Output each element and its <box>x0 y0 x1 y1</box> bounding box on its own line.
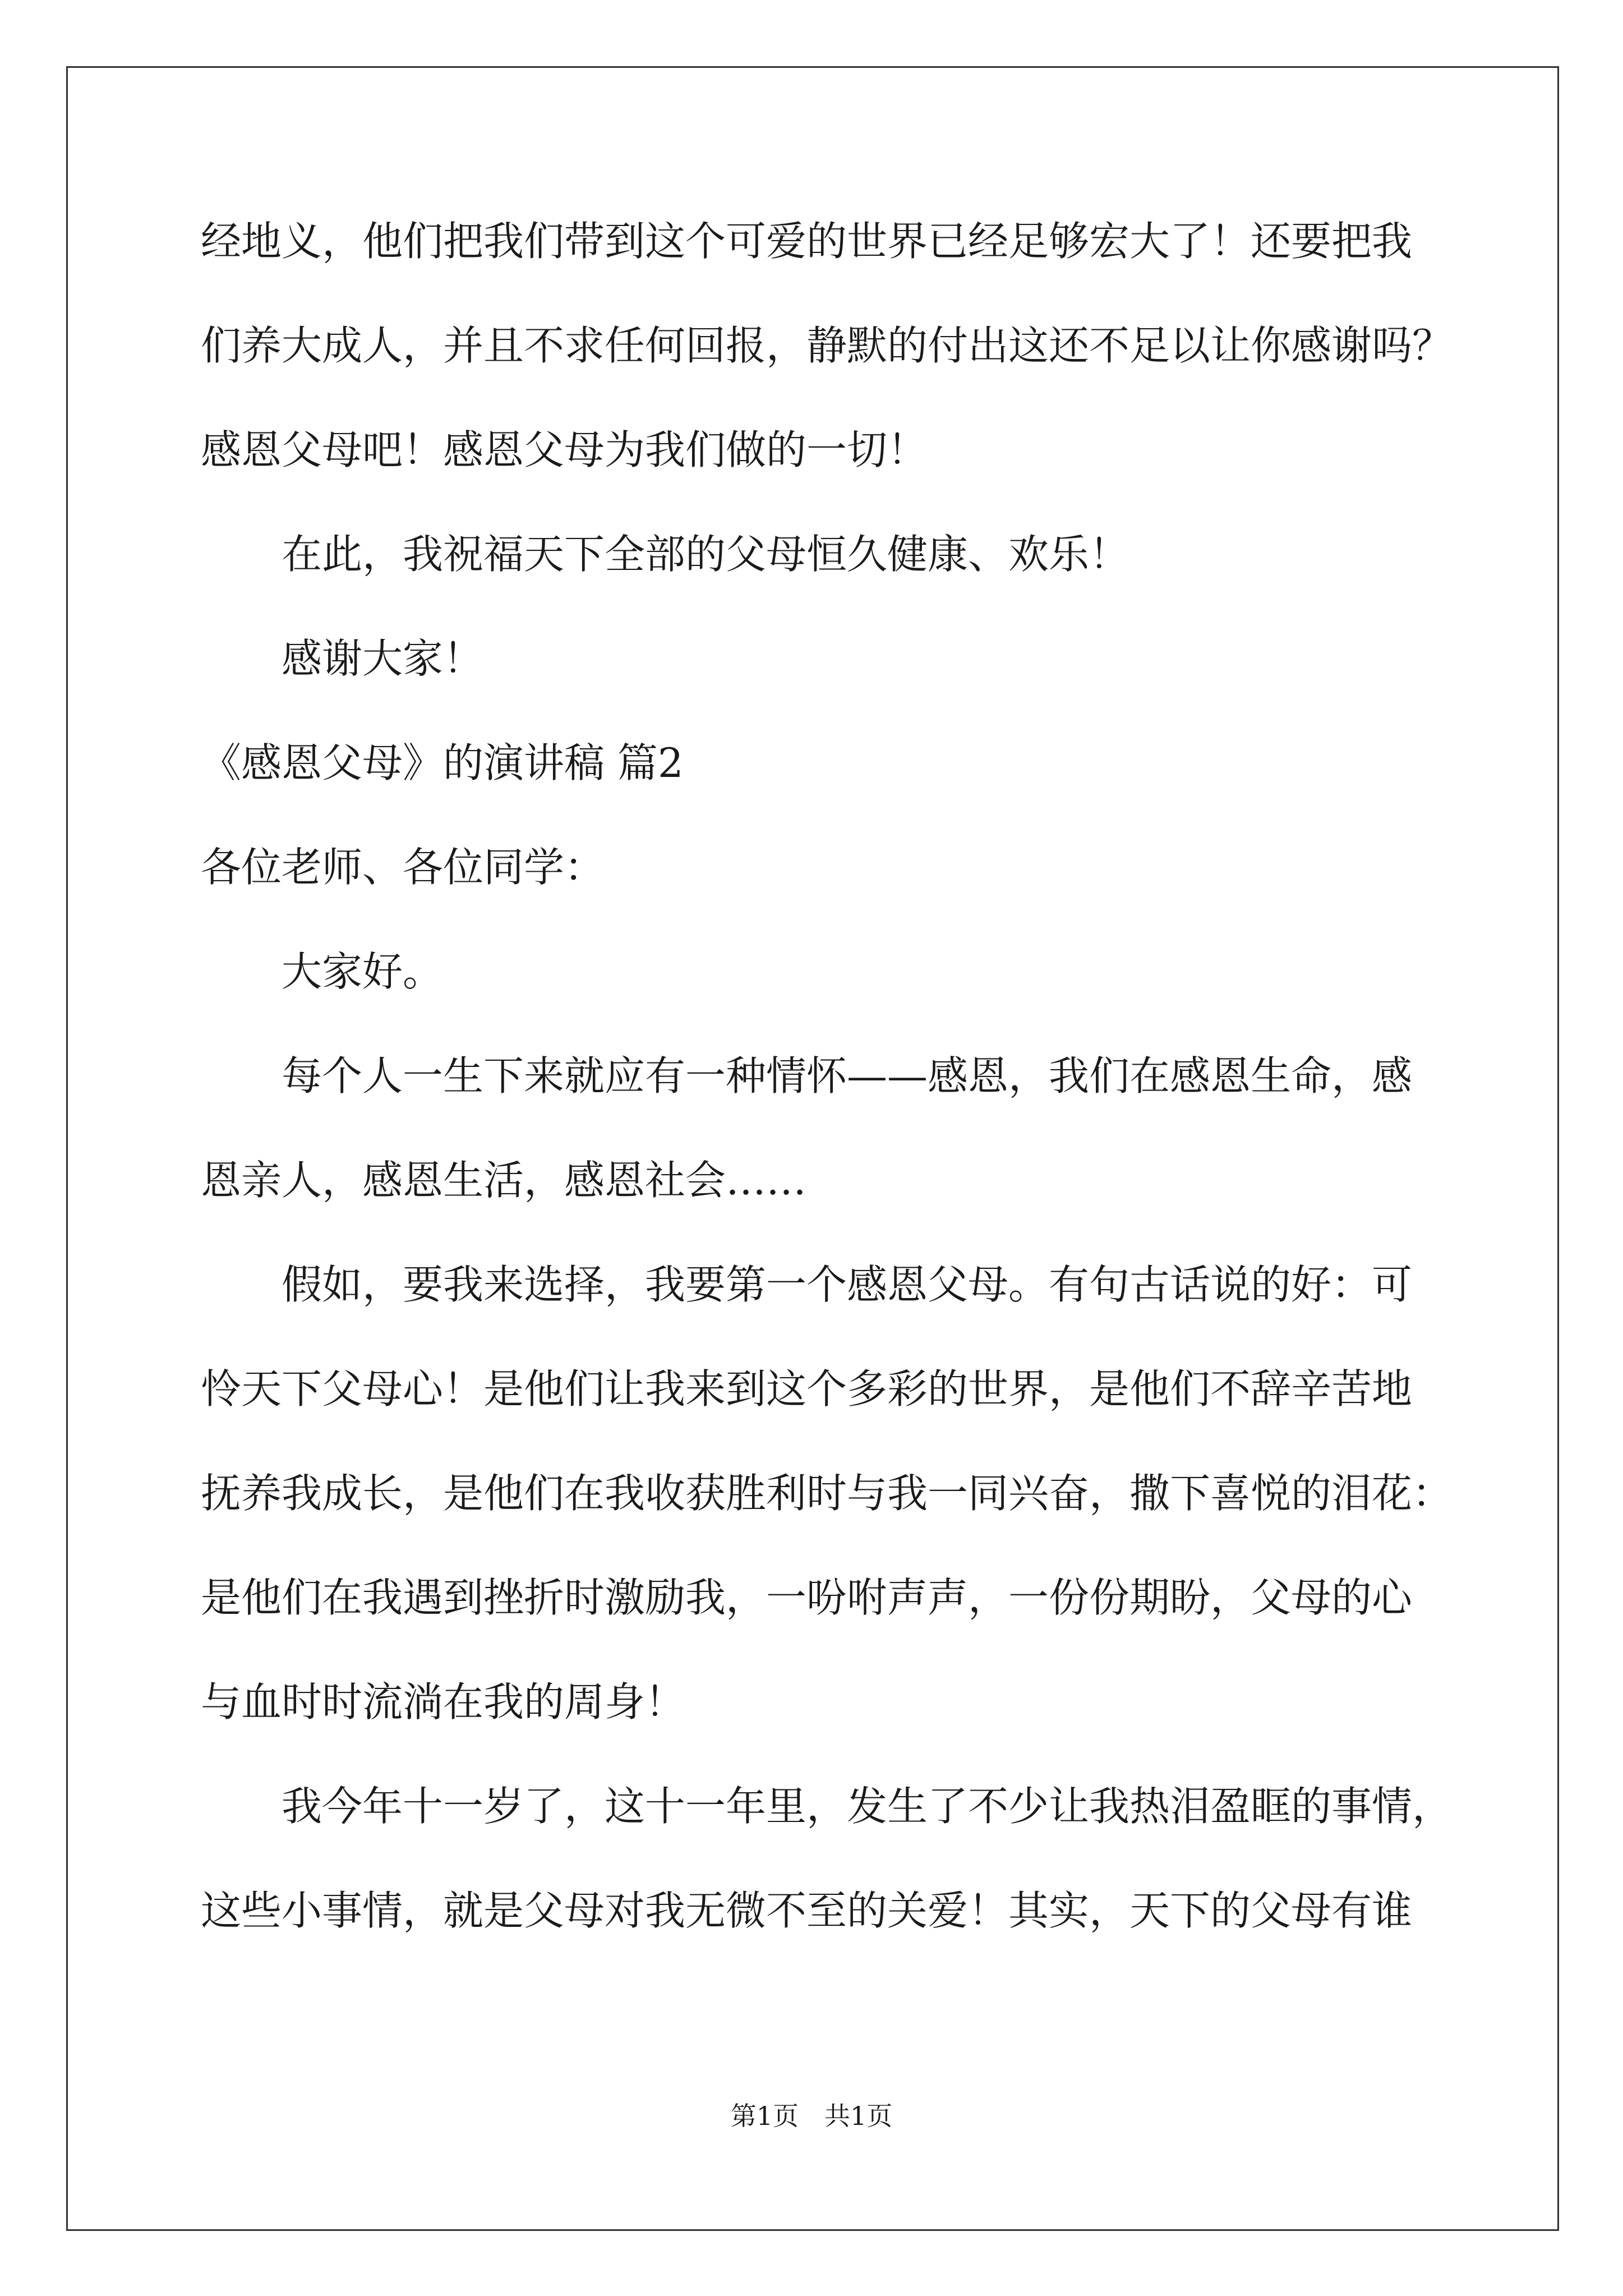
text-line: 我今年十一岁了，这十一年里，发生了不少让我热泪盈眶的事情， <box>282 1783 1453 1830</box>
text-line: 与血时时流淌在我的周身！ <box>201 1678 686 1726</box>
page-number-footer: 第1页 共1页 <box>730 2101 893 2131</box>
text-line: 感谢大家！ <box>282 635 484 682</box>
text-line: 怜天下父母心！是他们让我来到这个多彩的世界，是他们不辞辛苦地 <box>201 1365 1413 1412</box>
text-line: 这些小事情，就是父母对我无微不至的关爱！其实，天下的父母有谁 <box>201 1887 1413 1934</box>
text-line: 抚养我成长，是他们在我收获胜利时与我一同兴奋，撒下喜悦的泪花： <box>201 1470 1453 1517</box>
text-line: 经地义，他们把我们带到这个可爱的世界已经足够宏大了！还要把我 <box>201 218 1413 265</box>
text-line: 感恩父母吧！感恩父母为我们做的一切！ <box>201 426 928 473</box>
text-line: 们养大成人，并且不求任何回报，静默的付出这还不足以让你感谢吗？ <box>201 322 1453 369</box>
salutation: 各位老师、各位同学： <box>201 844 605 891</box>
text-line: 在此，我祝福天下全部的父母恒久健康、欢乐！ <box>282 531 1130 578</box>
text-line: 每个人一生下来就应有一种情怀——感恩，我们在感恩生命，感 <box>282 1052 1413 1099</box>
text-line: 假如，要我来选择，我要第一个感恩父母。有句古话说的好：可 <box>282 1261 1413 1308</box>
text-line: 大家好。 <box>282 948 444 995</box>
text-line: 恩亲人，感恩生活，感恩社会…… <box>201 1157 807 1204</box>
section-heading: 《感恩父母》的演讲稿 篇2 <box>201 739 684 786</box>
text-line: 是他们在我遇到挫折时激励我，一吩咐声声，一份份期盼，父母的心 <box>201 1574 1413 1621</box>
